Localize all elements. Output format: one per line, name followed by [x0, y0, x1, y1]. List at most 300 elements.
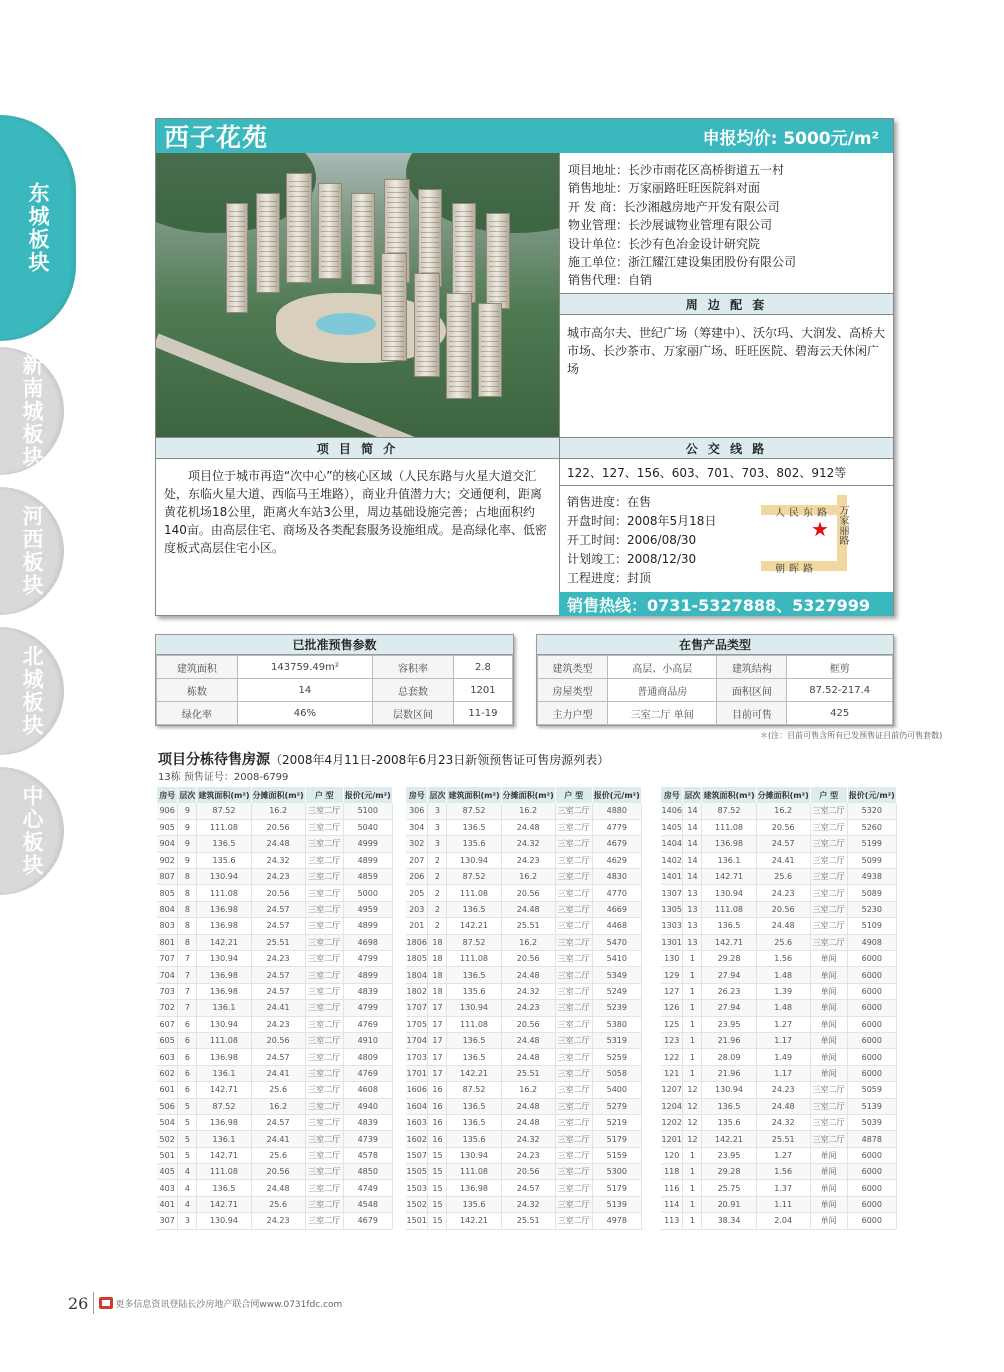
listing-subtitle: 13栋 预售证号：2008-6799	[158, 772, 289, 783]
table-cell: 2.8	[453, 656, 512, 679]
table-cell: 1501	[406, 1213, 428, 1229]
table-cell: 16	[428, 1131, 447, 1147]
table-cell: 1705	[406, 1016, 428, 1032]
table-cell: 24.57	[251, 918, 305, 934]
table-cell: 805	[157, 885, 178, 901]
table-cell: 1707	[406, 1000, 428, 1016]
table-row	[661, 1196, 897, 1212]
table-cell: 12	[683, 1114, 702, 1130]
table-cell: 24.32	[501, 1196, 555, 1212]
table-cell: 24.23	[251, 1016, 305, 1032]
table-cell: 142.21	[702, 1131, 756, 1147]
table-cell: 142.21	[447, 918, 501, 934]
listing-table-1	[157, 787, 393, 1230]
table-cell: 24.48	[251, 1180, 305, 1196]
table-cell: 9	[178, 852, 197, 868]
table-cell: 三室二厅	[555, 1213, 592, 1229]
table-cell: 三室二厅	[305, 901, 343, 917]
table-cell: 三室二厅	[555, 1180, 592, 1196]
table-cell: 三室二厅	[305, 869, 343, 885]
table-cell: 136.5	[702, 1098, 756, 1114]
listing-table-3	[661, 787, 897, 1230]
surrounding-text: 城市高尔夫、世纪广场（筹建中）、沃尔玛、大润发、高桥大市场、长沙茶市、万家丽广场、旺旺医院、碧海云天休闲广场	[567, 326, 886, 376]
table-cell: 906	[157, 803, 178, 819]
table-cell: 6000	[847, 967, 896, 983]
table-cell: 1	[683, 1065, 702, 1081]
table-cell: 4878	[847, 1131, 896, 1147]
table-cell: 单间	[810, 1196, 847, 1212]
column-header: 层次	[178, 787, 197, 803]
table-cell: 46%	[237, 702, 372, 725]
table-row	[157, 967, 393, 983]
table-cell: 127	[661, 983, 683, 999]
table-cell: 三室二厅	[305, 1131, 343, 1147]
tab-hexi[interactable]: 河西板块	[0, 487, 64, 615]
table-cell: 130.94	[702, 1082, 756, 1098]
table-cell: 三室二厅	[810, 1131, 847, 1147]
table-cell: 4938	[847, 869, 896, 885]
table-cell: 24.48	[501, 819, 555, 835]
table-cell: 三室二厅	[555, 1098, 592, 1114]
listing-period: （2008年4月11日-2008年6月23日新领预售证可售房源列表）	[270, 753, 610, 767]
table-cell: 三室二厅	[305, 951, 343, 967]
table-cell: 三室二厅 单间	[607, 702, 717, 725]
table-cell: 607	[157, 1016, 178, 1032]
table-cell: 6	[178, 1016, 197, 1032]
table-cell: 120	[661, 1147, 683, 1163]
table-cell: 24.32	[501, 836, 555, 852]
table-cell: 20.56	[501, 1016, 555, 1032]
table-row	[661, 1180, 897, 1196]
table-cell: 1503	[406, 1180, 428, 1196]
table-row	[157, 1049, 393, 1065]
table-cell: 5470	[592, 934, 641, 950]
table-cell: 17	[428, 1049, 447, 1065]
table-cell: 2	[428, 885, 447, 901]
table-cell: 三室二厅	[555, 885, 592, 901]
table-cell: 15	[428, 1213, 447, 1229]
table-cell: 803	[157, 918, 178, 934]
table-row	[406, 951, 642, 967]
table-row	[406, 901, 642, 917]
table-cell: 504	[157, 1114, 178, 1130]
table-cell: 4608	[343, 1082, 393, 1098]
tab-xinnancheng[interactable]: 新南城板块	[0, 347, 64, 475]
table-cell: 5279	[592, 1098, 641, 1114]
table-row	[661, 1032, 897, 1048]
column-header: 房号	[406, 787, 428, 803]
table-cell: 25.6	[251, 1082, 305, 1098]
table-cell: 1401	[661, 869, 683, 885]
table-cell: 425	[787, 702, 893, 725]
table-cell: 2	[428, 869, 447, 885]
table-cell: 4	[178, 1164, 197, 1180]
table-cell: 1602	[406, 1131, 428, 1147]
table-cell: 24.23	[251, 1213, 305, 1229]
table-cell: 6	[178, 1065, 197, 1081]
info-agent: 销售代理：自销	[568, 273, 653, 288]
table-cell: 135.6	[702, 1114, 756, 1130]
table-cell: 18	[428, 951, 447, 967]
table-row	[661, 983, 897, 999]
table-cell: 三室二厅	[810, 869, 847, 885]
table-cell: 三室二厅	[555, 1114, 592, 1130]
table-cell: 905	[157, 819, 178, 835]
table-cell: 5040	[343, 819, 393, 835]
table-cell: 4799	[343, 1000, 393, 1016]
table-cell: 20.56	[501, 885, 555, 901]
table-row	[157, 1065, 393, 1081]
table-cell: 三室二厅	[305, 836, 343, 852]
table-row	[406, 983, 642, 999]
table-row	[406, 1114, 642, 1130]
table-cell: 1806	[406, 934, 428, 950]
table-cell: 24.48	[501, 1098, 555, 1114]
table-cell: 16	[428, 1114, 447, 1130]
table-cell: 807	[157, 869, 178, 885]
table-row	[157, 836, 393, 852]
table-cell: 三室二厅	[305, 1032, 343, 1048]
table-row	[157, 1164, 393, 1180]
table-cell: 1201	[661, 1131, 683, 1147]
table-row	[157, 1196, 393, 1212]
table-cell: 5039	[847, 1114, 896, 1130]
table-cell: 24.57	[251, 1049, 305, 1065]
table-cell: 111.08	[447, 1164, 501, 1180]
table-cell: 136.5	[447, 967, 501, 983]
table-cell: 24.48	[501, 1032, 555, 1048]
table-cell: 单间	[810, 1000, 847, 1016]
table-cell: 6000	[847, 1032, 896, 1048]
table-cell: 15	[428, 1196, 447, 1212]
table-cell: 24.32	[756, 1114, 810, 1130]
table-cell: 4679	[592, 836, 641, 852]
table-cell: 707	[157, 951, 178, 967]
table-row	[406, 934, 642, 950]
table-cell: 1	[683, 1147, 702, 1163]
table-cell: 87.52-217.4	[787, 679, 893, 702]
column-header: 户 型	[555, 787, 592, 803]
table-row	[406, 1164, 642, 1180]
table-cell: 16.2	[501, 1082, 555, 1098]
table-row	[157, 702, 513, 725]
table-cell: 单间	[810, 1065, 847, 1081]
table-cell: 87.52	[447, 1082, 501, 1098]
table-cell: 4978	[592, 1213, 641, 1229]
table-cell: 1201	[453, 679, 512, 702]
table-cell: 3	[428, 803, 447, 819]
project-card	[155, 118, 894, 616]
table-cell: 1704	[406, 1032, 428, 1048]
table-cell: 87.52	[447, 803, 501, 819]
table-cell: 24.23	[501, 1147, 555, 1163]
table-cell: 三室二厅	[555, 1016, 592, 1032]
table-cell: 21.96	[702, 1065, 756, 1081]
info-builder: 施工单位：浙江耀江建设集团股份有限公司	[568, 255, 797, 270]
table-cell: 111.08	[702, 901, 756, 917]
table-cell: 14	[683, 852, 702, 868]
table-cell: 20.56	[756, 901, 810, 917]
table-cell: 142.71	[702, 934, 756, 950]
table-row	[661, 1000, 897, 1016]
table-cell: 135.6	[447, 1196, 501, 1212]
table-cell: 4850	[343, 1164, 393, 1180]
table-cell: 三室二厅	[305, 1213, 343, 1229]
table-cell: 136.98	[197, 901, 251, 917]
column-header: 房号	[157, 787, 178, 803]
table-cell: 建筑类型	[538, 656, 608, 679]
table-cell: 1.49	[756, 1049, 810, 1065]
table-cell: 5	[178, 1147, 197, 1163]
progress-construction: 工程进度：封顶	[567, 571, 652, 585]
table-cell: 28.09	[702, 1049, 756, 1065]
table-cell: 1507	[406, 1147, 428, 1163]
table-cell: 4959	[343, 901, 393, 917]
table-cell: 130.94	[447, 1147, 501, 1163]
tab-zhongxin[interactable]: 中心板块	[0, 767, 64, 895]
table-cell: 87.52	[197, 803, 251, 819]
table-cell: 4	[178, 1180, 197, 1196]
table-cell: 24.23	[251, 951, 305, 967]
table-cell: 25.51	[501, 918, 555, 934]
table-cell: 单间	[810, 1016, 847, 1032]
table-cell: 9	[178, 803, 197, 819]
table-row	[406, 1196, 642, 1212]
progress-sales: 销售进度：在售	[567, 495, 652, 509]
table-cell: 三室二厅	[810, 901, 847, 917]
table-cell: 单间	[810, 1147, 847, 1163]
sales-hotline: 销售热线：0731-5327888、5327999	[559, 592, 893, 616]
info-sales-address: 销售地址：万家丽路旺旺医院斜对面	[568, 181, 761, 196]
table-cell: 4859	[343, 869, 393, 885]
table-cell: 4899	[343, 918, 393, 934]
table-cell: 单间	[810, 951, 847, 967]
table-cell: 4769	[343, 1016, 393, 1032]
table-row	[157, 1180, 393, 1196]
table-cell: 16.2	[251, 803, 305, 819]
table-cell: 三室二厅	[555, 1032, 592, 1048]
table-cell: 24.57	[251, 901, 305, 917]
table-cell: 三室二厅	[810, 934, 847, 950]
table-cell: 5089	[847, 885, 896, 901]
table-cell: 118	[661, 1164, 683, 1180]
column-header: 户 型	[305, 787, 343, 803]
table-cell: 三室二厅	[305, 852, 343, 868]
availability-note: ＊(注：目前可售含所有已发预售证目前仍可售套数)	[760, 731, 943, 740]
table-cell: 1	[683, 1049, 702, 1065]
progress-opening: 开盘时间：2008年5月18日	[567, 514, 717, 528]
table-row	[157, 1082, 393, 1098]
table-cell: 5	[178, 1114, 197, 1130]
table-cell: 111.08	[447, 1016, 501, 1032]
table-cell: 18	[428, 967, 447, 983]
table-cell: 142.71	[197, 1082, 251, 1098]
table-cell: 20.56	[251, 885, 305, 901]
table-row	[661, 852, 897, 868]
table-cell: 24.32	[251, 852, 305, 868]
table-cell: 三室二厅	[305, 819, 343, 835]
table-cell: 三室二厅	[555, 934, 592, 950]
table-cell: 1.37	[756, 1180, 810, 1196]
table-cell: 29.28	[702, 1164, 756, 1180]
table-cell: 16.2	[501, 869, 555, 885]
project-info-list	[559, 153, 893, 293]
table-cell: 三室二厅	[555, 1082, 592, 1098]
table-cell: 20.91	[702, 1196, 756, 1212]
table-cell: 三室二厅	[555, 951, 592, 967]
table-cell: 5058	[592, 1065, 641, 1081]
table-cell: 绿化率	[157, 702, 238, 725]
table-cell: 142.21	[197, 934, 251, 950]
table-cell: 1402	[661, 852, 683, 868]
product-types-title: 在售产品类型	[537, 635, 893, 655]
table-cell: 21.96	[702, 1032, 756, 1048]
table-cell: 130.94	[447, 852, 501, 868]
table-cell: 单间	[810, 1049, 847, 1065]
table-row	[157, 934, 393, 950]
table-cell: 三室二厅	[305, 1082, 343, 1098]
table-cell: 136.5	[447, 1098, 501, 1114]
table-row	[157, 1000, 393, 1016]
table-cell: 302	[406, 836, 428, 852]
table-cell: 总套数	[373, 679, 454, 702]
table-row	[661, 803, 897, 819]
table-row	[661, 934, 897, 950]
table-cell: 5000	[343, 885, 393, 901]
table-cell: 11-19	[453, 702, 512, 725]
table-cell: 4809	[343, 1049, 393, 1065]
table-cell: 1207	[661, 1082, 683, 1098]
table-cell: 4839	[343, 1114, 393, 1130]
table-cell: 三室二厅	[810, 1082, 847, 1098]
table-row	[406, 803, 642, 819]
table-cell: 三室二厅	[555, 983, 592, 999]
table-cell: 29.28	[702, 951, 756, 967]
table-cell: 三室二厅	[555, 1164, 592, 1180]
table-cell: 4679	[343, 1213, 393, 1229]
page-number: 26	[68, 1293, 89, 1313]
table-cell: 三室二厅	[555, 1196, 592, 1212]
table-cell: 三室二厅	[305, 1114, 343, 1130]
table-cell: 87.52	[447, 869, 501, 885]
table-cell: 24.23	[756, 1082, 810, 1098]
table-cell: 12	[683, 1098, 702, 1114]
table-row	[661, 869, 897, 885]
table-cell: 三室二厅	[305, 934, 343, 950]
table-cell: 27.94	[702, 967, 756, 983]
table-cell: 25.6	[756, 869, 810, 885]
table-cell: 4779	[592, 819, 641, 835]
table-cell: 4669	[592, 901, 641, 917]
table-row	[661, 1082, 897, 1098]
table-row	[661, 1131, 897, 1147]
table-cell: 单间	[810, 967, 847, 983]
table-cell: 130.94	[447, 1000, 501, 1016]
table-row	[406, 1147, 642, 1163]
table-cell: 单间	[810, 1032, 847, 1048]
table-cell: 单间	[810, 1213, 847, 1229]
table-cell: 6000	[847, 1213, 896, 1229]
table-cell: 1.56	[756, 1164, 810, 1180]
table-cell: 4880	[592, 803, 641, 819]
table-cell: 4908	[847, 934, 896, 950]
table-cell: 143759.49m²	[237, 656, 372, 679]
table-row	[661, 819, 897, 835]
table-cell: 14	[683, 803, 702, 819]
table-cell: 14	[237, 679, 372, 702]
table-cell: 201	[406, 918, 428, 934]
table-row	[661, 836, 897, 852]
column-header: 建筑面积(m²)	[447, 787, 501, 803]
table-cell: 703	[157, 983, 178, 999]
table-cell: 20.56	[756, 819, 810, 835]
table-cell: 123	[661, 1032, 683, 1048]
bus-title: 公 交 线 路	[559, 437, 893, 459]
table-cell: 6000	[847, 1049, 896, 1065]
table-cell: 三室二厅	[305, 967, 343, 983]
table-cell: 136.98	[197, 1114, 251, 1130]
column-header: 分摊面积(m²)	[251, 787, 305, 803]
table-row	[157, 852, 393, 868]
table-cell: 6	[178, 1049, 197, 1065]
table-cell: 25.51	[501, 1065, 555, 1081]
table-cell: 18	[428, 983, 447, 999]
table-header-row	[406, 787, 642, 803]
project-rendering-image	[156, 153, 559, 437]
table-row	[157, 983, 393, 999]
table-cell: 136.1	[197, 1000, 251, 1016]
table-cell: 4	[178, 1196, 197, 1212]
table-cell: 136.1	[197, 1065, 251, 1081]
table-cell: 三室二厅	[305, 1000, 343, 1016]
table-cell: 1.56	[756, 951, 810, 967]
table-row	[157, 869, 393, 885]
table-cell: 3	[178, 1213, 197, 1229]
project-name: 西子花苑	[164, 123, 269, 152]
table-cell: 121	[661, 1065, 683, 1081]
table-cell: 24.41	[251, 1131, 305, 1147]
table-cell: 14	[683, 869, 702, 885]
table-cell: 111.08	[702, 819, 756, 835]
tab-dongcheng[interactable]: 东城板块	[0, 115, 76, 341]
table-cell: 1	[683, 1213, 702, 1229]
house-logo-icon	[99, 1297, 113, 1309]
table-cell: 面积区间	[717, 679, 787, 702]
table-cell: 136.5	[197, 836, 251, 852]
table-cell: 三室二厅	[305, 1098, 343, 1114]
table-cell: 142.71	[197, 1196, 251, 1212]
table-cell: 三室二厅	[305, 918, 343, 934]
table-cell: 三室二厅	[305, 1016, 343, 1032]
table-cell: 111.08	[197, 1164, 251, 1180]
table-cell: 142.71	[702, 869, 756, 885]
table-cell: 三室二厅	[305, 803, 343, 819]
table-cell: 4629	[592, 852, 641, 868]
column-header: 报价(元/m²)	[592, 787, 641, 803]
table-cell: 136.98	[197, 983, 251, 999]
table-cell: 6000	[847, 983, 896, 999]
table-cell: 14	[683, 836, 702, 852]
table-cell: 主力户型	[538, 702, 608, 725]
tab-beicheng[interactable]: 北城板块	[0, 627, 64, 755]
table-row	[406, 852, 642, 868]
table-cell: 4739	[343, 1131, 393, 1147]
table-cell: 135.6	[447, 983, 501, 999]
table-cell: 17	[428, 1016, 447, 1032]
table-cell: 501	[157, 1147, 178, 1163]
table-cell: 1603	[406, 1114, 428, 1130]
table-cell: 25.6	[251, 1196, 305, 1212]
